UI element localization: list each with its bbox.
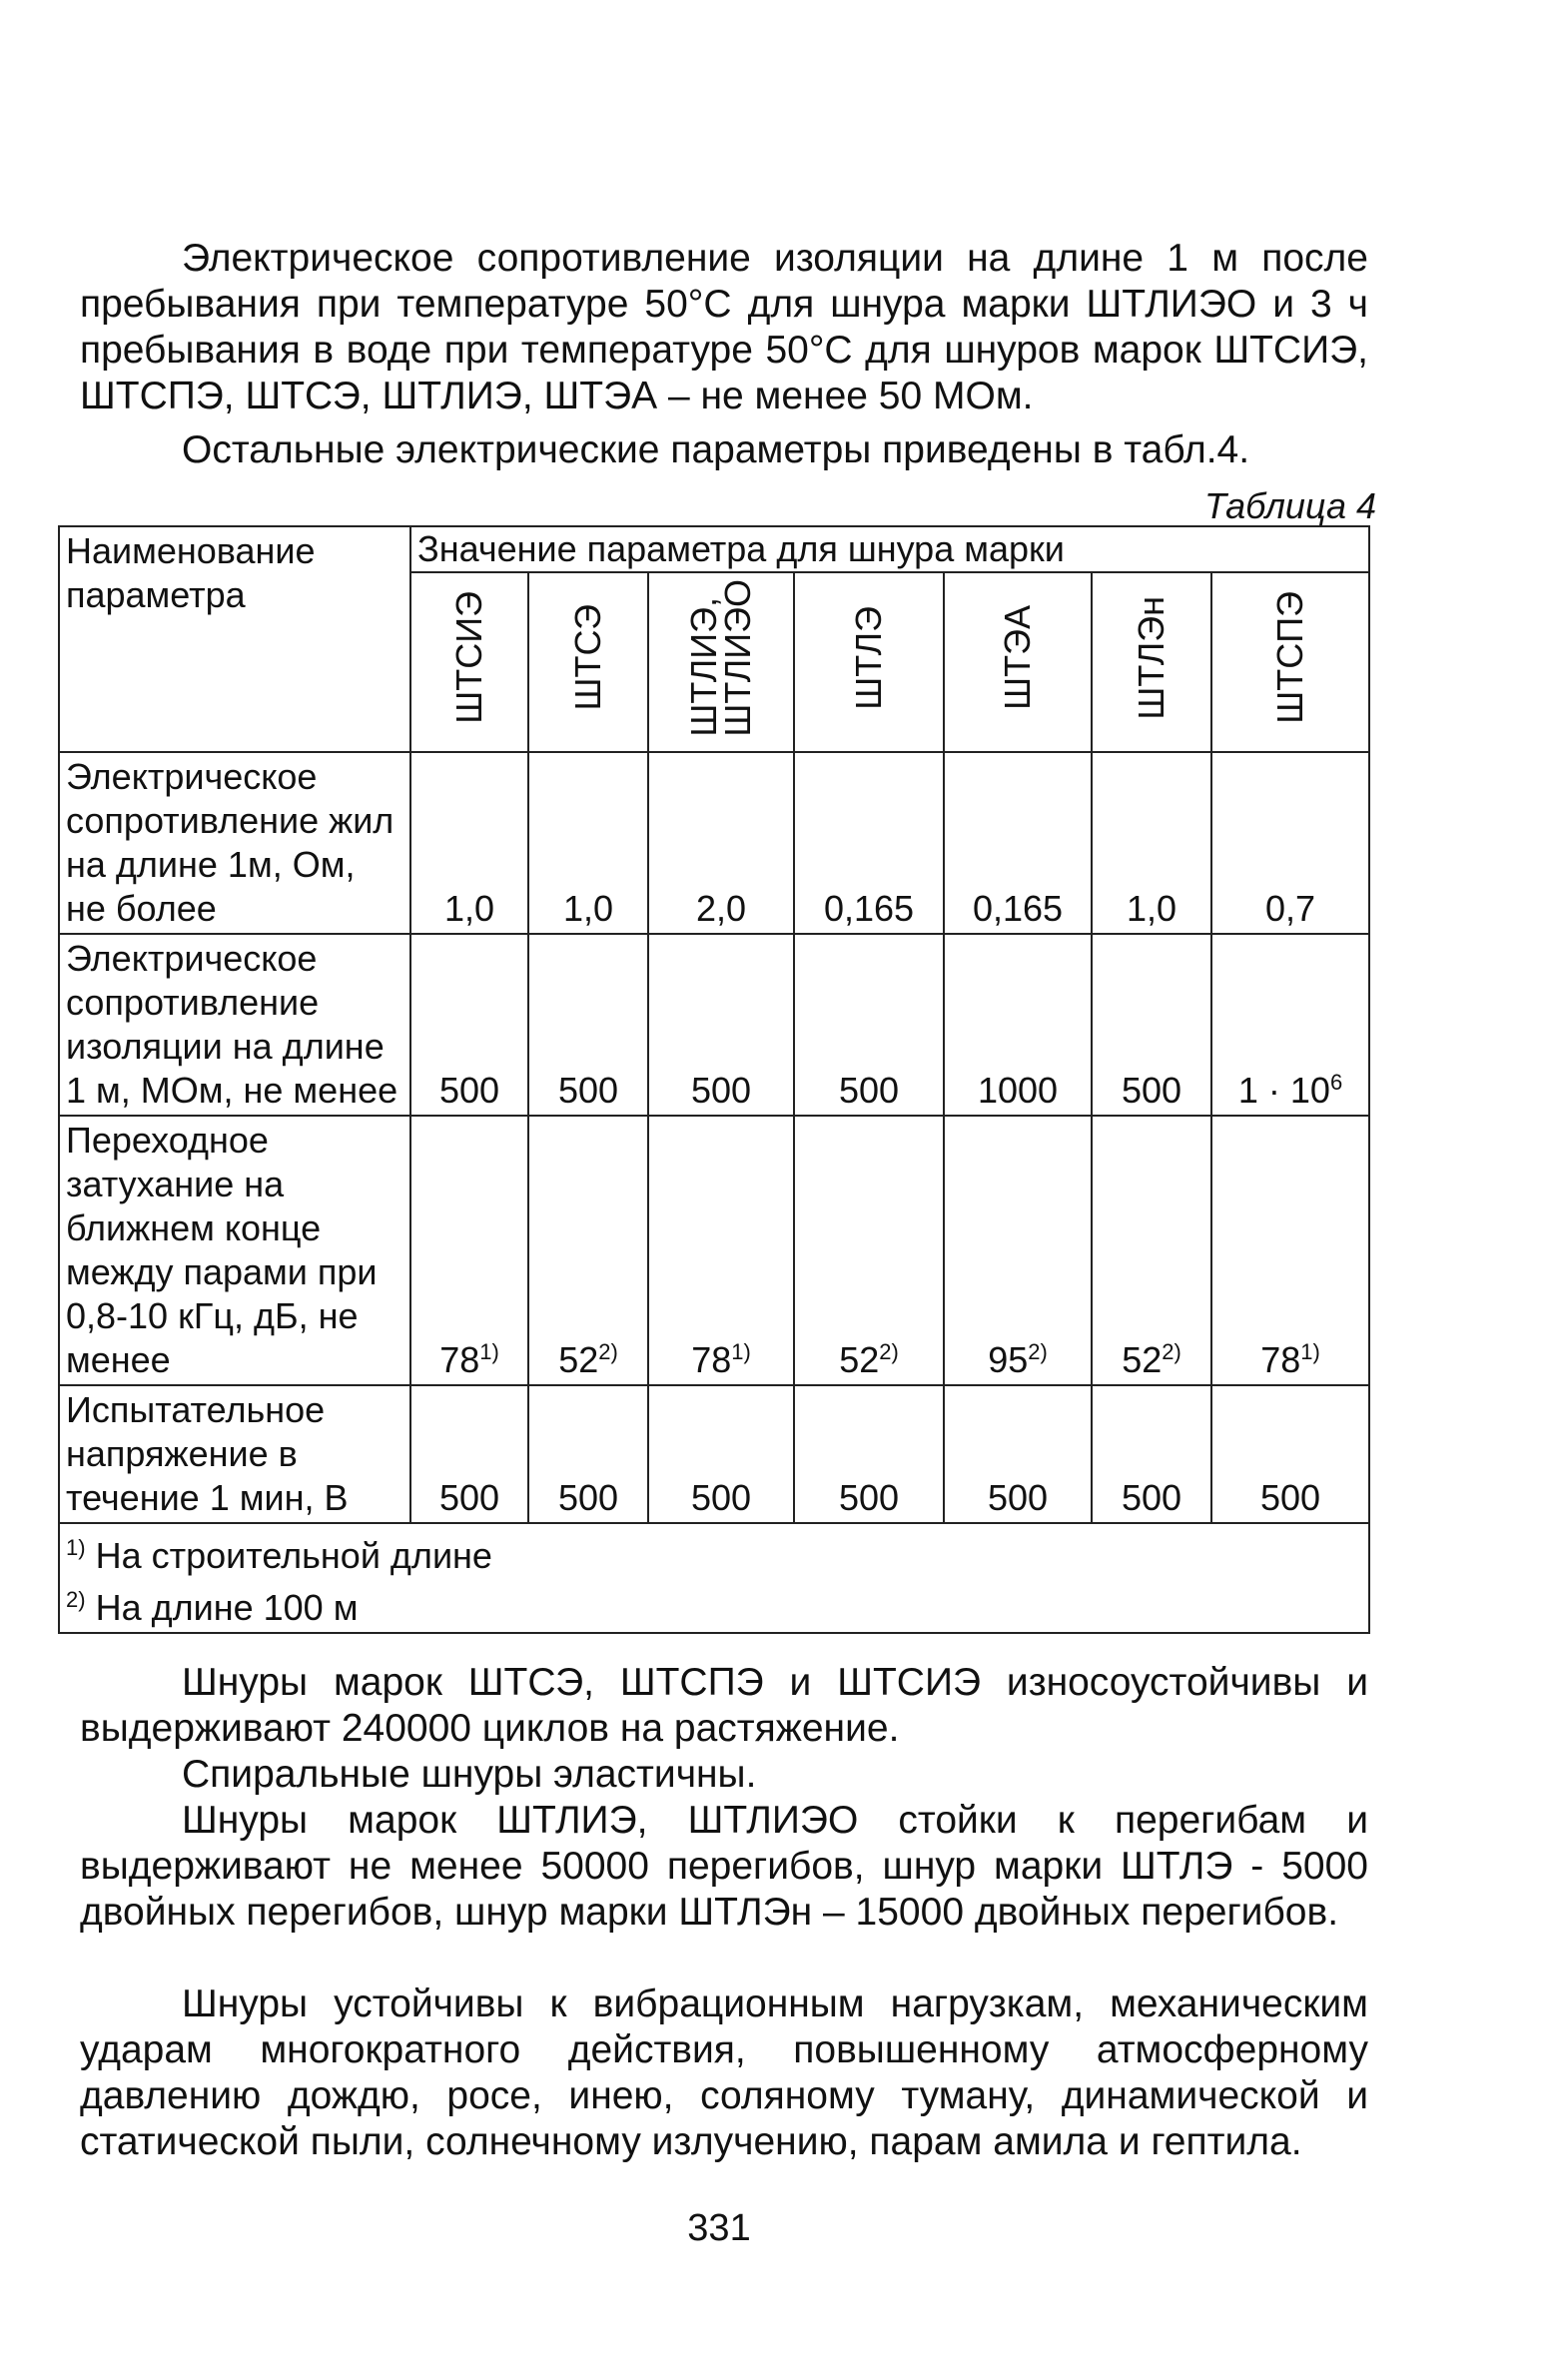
value-footnote-mark: 2) [1162, 1339, 1181, 1364]
brand-label: ШТЭА [997, 605, 1038, 710]
value-text: 500 [987, 1477, 1049, 1518]
parameter-value [528, 934, 648, 1116]
parameter-value [1092, 934, 1211, 1116]
footnote-mark: 1) [66, 1535, 86, 1560]
value-text: 500 [838, 1070, 900, 1111]
parameter-value [1211, 1385, 1369, 1523]
value-text: 52 [558, 1339, 599, 1380]
bending-paragraph: Шнуры марок ШТЛИЭ, ШТЛИЭО стойки к перегибам и выдерживают не менее 50000 перегибов, шнур марки ШТЛЭ - 5000 двойных перегибов, шнур марки ШТЛЭн – 15000 двойных перегибов. [80, 1799, 1368, 1934]
parameter-value [944, 752, 1092, 934]
page-number: 331 [687, 2207, 751, 2249]
parameter-value [794, 1385, 944, 1523]
value-text: 1000 [977, 1070, 1059, 1111]
parameter-name: Электрическое сопротивление изоляции на длине 1 м, МОм, не менее [59, 934, 410, 1116]
value-text: 95 [988, 1339, 1029, 1380]
parameter-value [1211, 934, 1369, 1116]
parameter-value [648, 752, 794, 934]
footnote-text: На строительной длине [95, 1535, 492, 1576]
value-text: 1 · 10 [1237, 1070, 1330, 1111]
value-text: 500 [557, 1070, 619, 1111]
table-row [59, 752, 1369, 934]
table-caption: Таблица 4 [1203, 485, 1376, 526]
value-text: 1,0 [1126, 888, 1177, 929]
wear-resistance-paragraph: Шнуры марок ШТСЭ, ШТСПЭ и ШТСИЭ износоустойчивы и выдерживают 240000 циклов на растяжение. [80, 1661, 1368, 1750]
value-text: 0,165 [972, 888, 1064, 929]
value-footnote-mark: 1) [479, 1339, 499, 1364]
value-text: 500 [838, 1477, 900, 1518]
value-footnote-mark: 6 [1329, 1070, 1343, 1095]
header-parameter-name: Наименование параметра [59, 526, 410, 752]
value-text: 78 [691, 1339, 732, 1380]
parameter-name: Переходное затухание на ближнем конце между парами при 0,8-10 кГц, дБ, не менее [59, 1116, 410, 1385]
parameter-value [794, 934, 944, 1116]
value-text: 500 [1121, 1477, 1182, 1518]
value-text: 0,7 [1265, 888, 1316, 929]
value-text: 0,165 [823, 888, 915, 929]
value-footnote-mark: 2) [879, 1339, 899, 1364]
header-brand-group: Значение параметра для шнура марки [410, 526, 1369, 572]
parameter-value [648, 1116, 794, 1385]
elasticity-paragraph: Спиральные шнуры эластичны. [182, 1753, 757, 1796]
parameter-name: Испытательное напряжение в течение 1 мин, В [59, 1385, 410, 1523]
parameter-value [410, 1385, 528, 1523]
footnote [66, 1526, 1362, 1578]
parameter-value [944, 1385, 1092, 1523]
table-row [59, 1116, 1369, 1385]
brand-label: ШТЛЭ [848, 605, 889, 710]
value-text: 500 [690, 1477, 752, 1518]
value-text: 500 [1121, 1070, 1182, 1111]
value-text: 500 [557, 1477, 619, 1518]
parameter-name: Электрическое сопротивление жил на длине 1м, Ом, не более [59, 752, 410, 934]
brand-header [1211, 572, 1369, 752]
parameter-value [944, 934, 1092, 1116]
value-text: 500 [690, 1070, 752, 1111]
brand-label: ШТЛИЭ, ШТЛИЭО [683, 578, 758, 737]
parameter-value [794, 752, 944, 934]
parameter-value [944, 1116, 1092, 1385]
brand-header [410, 572, 528, 752]
brand-label: ШТСИЭ [448, 591, 489, 724]
table-reference-paragraph: Остальные электрические параметры приведены в табл.4. [182, 428, 1250, 471]
value-footnote-mark: 1) [1300, 1339, 1320, 1364]
brand-label: ШТЛЭн [1131, 595, 1172, 720]
parameter-value [528, 1116, 648, 1385]
footnote [66, 1578, 1362, 1630]
intro-paragraph: Электрическое сопротивление изоляции на длине 1 м после пребывания при температуре 50°С для шнура марки ШТЛИЭО и 3 ч пребывания в воде при температуре 50°С для шнуров марок ШТСИЭ, ШТСПЭ, ШТСЭ, ШТЛИЭ, ШТЭА – не менее 50 МОм. [80, 237, 1368, 417]
footnotes [59, 1523, 1369, 1633]
brand-label: ШТСПЭ [1269, 591, 1311, 724]
parameter-value [410, 752, 528, 934]
brand-header [528, 572, 648, 752]
value-text: 500 [1259, 1477, 1321, 1518]
table-header-row [59, 526, 1369, 572]
parameter-value [1092, 752, 1211, 934]
value-text: 1,0 [443, 888, 495, 929]
footnote-text: На длине 100 м [95, 1587, 359, 1628]
table-row [59, 1385, 1369, 1523]
parameter-value [1211, 752, 1369, 934]
value-footnote-mark: 2) [598, 1339, 618, 1364]
value-footnote-mark: 2) [1028, 1339, 1048, 1364]
parameter-value [410, 1116, 528, 1385]
brand-label: ШТСЭ [567, 604, 608, 711]
value-text: 78 [439, 1339, 480, 1380]
parameter-value [648, 934, 794, 1116]
parameter-value [794, 1116, 944, 1385]
parameter-value [1092, 1116, 1211, 1385]
footnotes-row [59, 1523, 1369, 1633]
value-text: 52 [1122, 1339, 1163, 1380]
value-text: 500 [438, 1070, 500, 1111]
parameter-value [528, 752, 648, 934]
parameters-table [58, 525, 1370, 1634]
brand-header [944, 572, 1092, 752]
resistance-paragraph: Шнуры устойчивы к вибрационным нагрузкам, механическим ударам многократного действия, повышенному атмосферному давлению дождю, росе, инею, соляному туману, динамической и статической пыли, солнечному излучению, парам амила и гептила. [80, 1982, 1368, 2163]
parameter-value [528, 1385, 648, 1523]
brand-header [648, 572, 794, 752]
parameter-value [1211, 1116, 1369, 1385]
value-text: 500 [438, 1477, 500, 1518]
parameter-value [410, 934, 528, 1116]
value-text: 1,0 [562, 888, 614, 929]
value-footnote-mark: 1) [731, 1339, 751, 1364]
brand-header [794, 572, 944, 752]
table-body [59, 752, 1369, 1523]
value-text: 52 [839, 1339, 880, 1380]
footnote-mark: 2) [66, 1587, 86, 1612]
value-text: 2,0 [695, 888, 747, 929]
parameter-value [1092, 1385, 1211, 1523]
parameter-value [648, 1385, 794, 1523]
brand-header [1092, 572, 1211, 752]
value-text: 78 [1260, 1339, 1301, 1380]
table-row [59, 934, 1369, 1116]
